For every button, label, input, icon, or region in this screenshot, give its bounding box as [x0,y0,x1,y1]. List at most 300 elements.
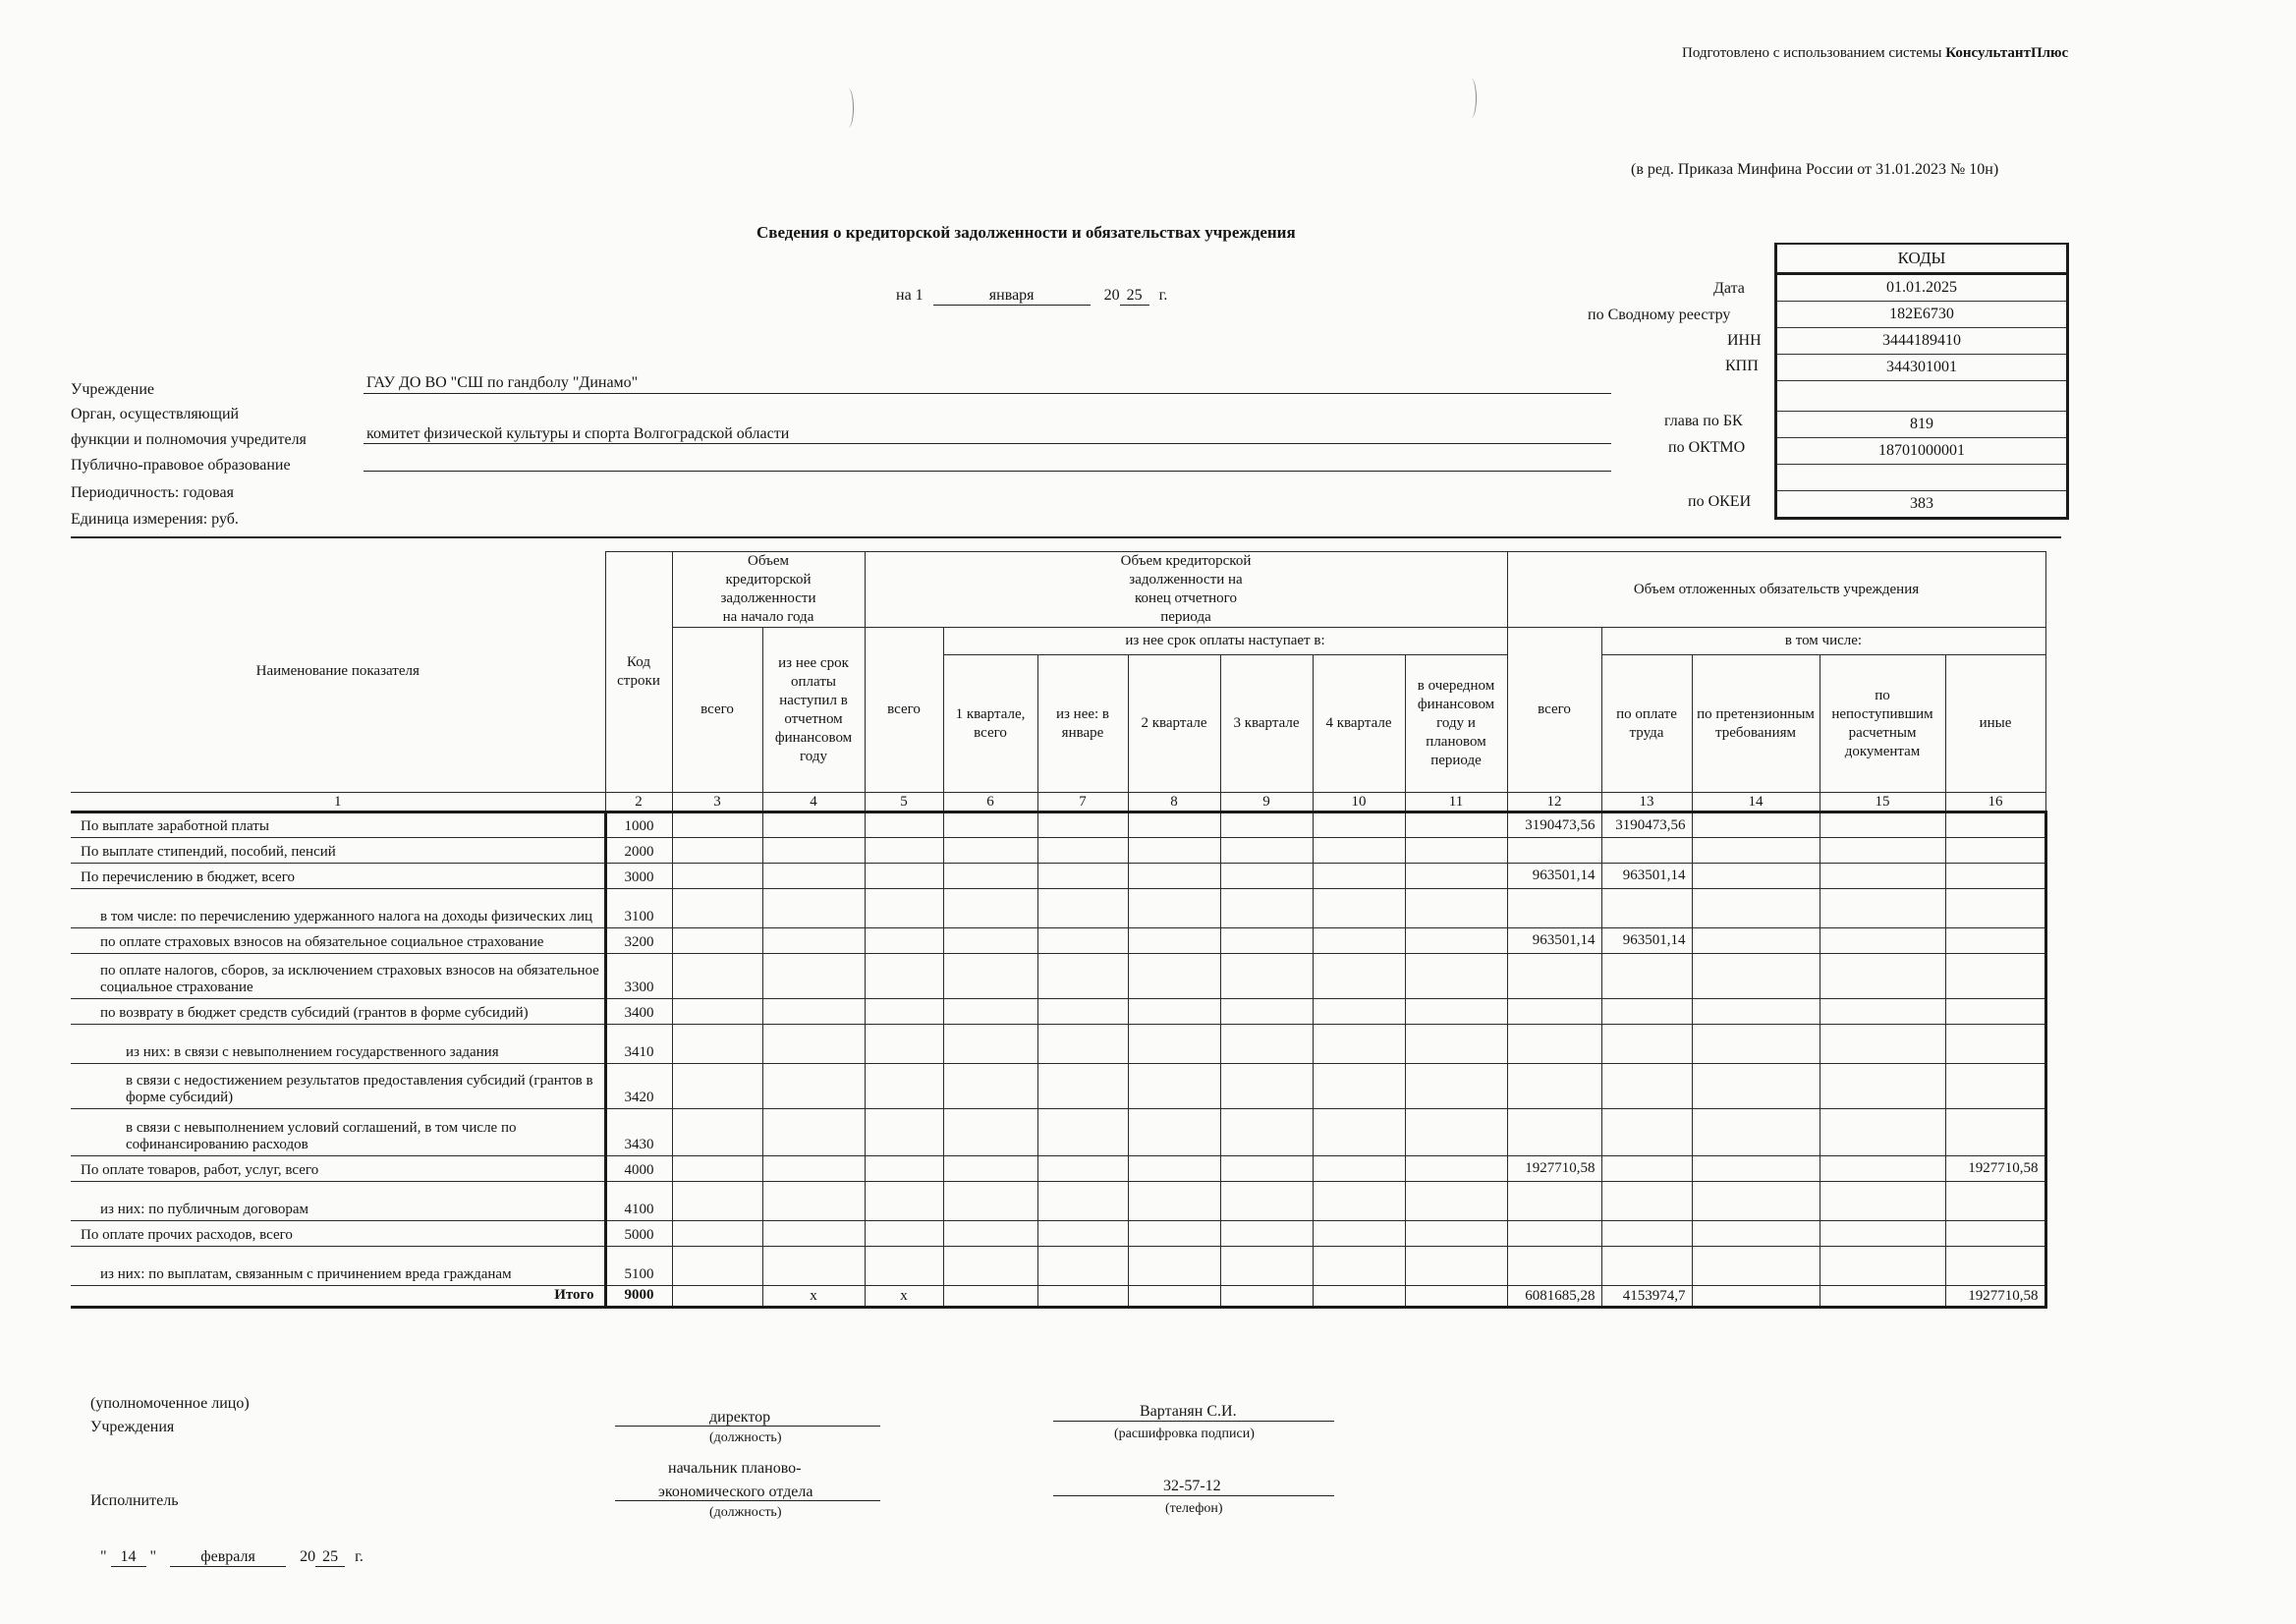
row-code: 4000 [605,1156,672,1182]
cell-c7 [1037,864,1128,889]
code-inn: 3444189410 [1777,328,2066,355]
cell-c14 [1692,812,1820,838]
cell-c11 [1405,1025,1507,1064]
cell-c9 [1220,1025,1313,1064]
prepared-text: Подготовлено с использованием системы [1682,45,1946,61]
cell-c12 [1507,1025,1601,1064]
cell-c5 [865,928,943,954]
cell-c3 [672,864,762,889]
header-end-sub: из нее срок оплаты наступает в: [943,628,1507,655]
cell-c4 [762,999,865,1025]
header-c9: 3 квартале [1220,655,1313,793]
cell-c8 [1128,864,1220,889]
cell-c15 [1820,864,1945,889]
cell-c7 [1037,889,1128,928]
executor-position-caption: (должность) [709,1505,782,1520]
institution-value: ГАУ ДО ВО "СШ по гандболу "Динамо" [366,374,639,391]
table-row [71,1025,2045,1064]
cell-c10 [1313,838,1405,864]
cell-c10 [1313,812,1405,838]
cell-c10 [1313,999,1405,1025]
cell-c7 [1037,999,1128,1025]
cell-c8 [1128,889,1220,928]
unit: Единица измерения: руб. [71,511,239,528]
cell-c5 [865,1156,943,1182]
row-code: 3400 [605,999,672,1025]
cell-c4 [762,864,865,889]
table-row [71,838,2045,864]
cell-c16 [1945,838,2045,864]
index-cell: 10 [1313,793,1405,812]
cell-c4 [762,838,865,864]
cell-c12 [1507,1109,1601,1156]
cell-c15 [1820,889,1945,928]
director-name-caption: (расшифровка подписи) [1114,1427,1255,1441]
cell-c11 [1405,838,1507,864]
cell-c12 [1507,954,1601,999]
cell-c9 [1220,812,1313,838]
cell-c16 [1945,999,2045,1025]
index-cell: 15 [1820,793,1945,812]
row-code: 3300 [605,954,672,999]
cell-c13 [1601,999,1692,1025]
header-c15: по непоступившим расчетным документам [1820,655,1945,793]
row-code: 5100 [605,1247,672,1286]
index-cell: 11 [1405,793,1507,812]
cell-c14 [1692,864,1820,889]
total-code: 9000 [605,1286,672,1308]
cell-c6 [943,1064,1037,1109]
cell-c16: 1927710,58 [1945,1156,2045,1182]
cell-c9 [1220,1221,1313,1247]
table-row [71,1156,2045,1182]
code-label-registry: по Сводному реестру [1588,307,1731,323]
codes-box [1774,243,2069,520]
executor-phone-line [1053,1495,1334,1496]
cell-c6 [943,864,1037,889]
total-c16: 1927710,58 [1945,1286,2045,1308]
cell-c3 [672,1025,762,1064]
code-okei: 383 [1910,495,1933,512]
total-row [71,1286,2045,1308]
header-c11: в очередном финансовом году и плановом периоде [1405,655,1507,793]
cell-c4 [762,1109,865,1156]
cell-c10 [1313,1025,1405,1064]
cell-c16 [1945,928,2045,954]
cell-c6 [943,1025,1037,1064]
cell-c16 [1945,1221,2045,1247]
cell-c11 [1405,1247,1507,1286]
index-cell: 5 [865,793,943,812]
cell-c11 [1405,1109,1507,1156]
code-kpp: 344301001 [1777,355,2066,381]
executor-position-line [615,1500,880,1501]
cell-c7 [1037,838,1128,864]
code-oktmo: 18701000001 [1777,438,2066,465]
total-c7 [1037,1286,1128,1308]
cell-c6 [943,999,1037,1025]
top-rule [71,536,2061,538]
cell-c8 [1128,812,1220,838]
total-c14 [1692,1286,1820,1308]
index-cell: 8 [1128,793,1220,812]
cell-c14 [1692,928,1820,954]
table-row [71,1247,2045,1286]
cell-c8 [1128,838,1220,864]
row-name: по возврату в бюджет средств субсидий (грантов в форме субсидий) [71,999,605,1025]
cell-c13 [1601,1025,1692,1064]
cell-c8 [1128,954,1220,999]
cell-c14 [1692,954,1820,999]
cell-c14 [1692,1221,1820,1247]
row-name: из них: по выплатам, связанным с причинением вреда гражданам [71,1247,605,1286]
cell-c11 [1405,954,1507,999]
index-cell: 12 [1507,793,1601,812]
cell-c15 [1820,1247,1945,1286]
cell-c7 [1037,1156,1128,1182]
row-name: по оплате страховых взносов на обязательное социальное страхование [71,928,605,954]
cell-c3 [672,812,762,838]
cell-c13 [1601,1221,1692,1247]
index-cell: 1 [71,793,605,812]
row-code: 3430 [605,1109,672,1156]
cell-c15 [1820,812,1945,838]
director-name: Вартанян С.И. [1140,1403,1237,1420]
row-code: 3420 [605,1064,672,1109]
cell-c8 [1128,999,1220,1025]
code-label-inn: ИНН [1727,332,1762,349]
cell-c8 [1128,1182,1220,1221]
codes-title: КОДЫ [1777,245,2066,275]
total-c9 [1220,1286,1313,1308]
row-code: 3200 [605,928,672,954]
cell-c13: 963501,14 [1601,864,1692,889]
cell-c14 [1692,1182,1820,1221]
total-c5: x [865,1286,943,1308]
index-cell: 7 [1037,793,1128,812]
cell-c4 [762,1221,865,1247]
header-code: Код строки [605,552,672,793]
index-cell: 4 [762,793,865,812]
cell-c6 [943,838,1037,864]
cell-c9 [1220,928,1313,954]
total-c6 [943,1286,1037,1308]
cell-c13 [1601,954,1692,999]
cell-c11 [1405,1064,1507,1109]
cell-c16 [1945,1109,2045,1156]
header-deferred-group: Объем отложенных обязательств учреждения [1507,552,2045,628]
cell-c16 [1945,1182,2045,1221]
cell-c12 [1507,999,1601,1025]
row-name: По оплате прочих расходов, всего [71,1221,605,1247]
cell-c12 [1507,1247,1601,1286]
row-code: 3100 [605,889,672,928]
periodicity: Периодичность: годовая [71,484,234,501]
cell-c3 [672,999,762,1025]
cell-c12 [1507,838,1601,864]
executor-position-2: экономического отдела [658,1484,813,1500]
executor-phone-caption: (телефон) [1165,1501,1223,1516]
director-position-caption: (должность) [709,1430,782,1445]
cell-c7 [1037,954,1128,999]
cell-c4 [762,954,865,999]
table-row [71,812,2045,838]
cell-c8 [1128,1064,1220,1109]
header-c5: всего [865,628,943,793]
row-code: 4100 [605,1182,672,1221]
cell-c14 [1692,889,1820,928]
director-name-line [1053,1421,1334,1422]
index-cell: 16 [1945,793,2045,812]
sign-date-day: 14 [111,1548,146,1567]
row-name: из них: в связи с невыполнением государственного задания [71,1025,605,1064]
cell-c5 [865,1182,943,1221]
header-c16: иные [1945,655,2045,793]
cell-c15 [1820,1182,1945,1221]
table-row [71,1221,2045,1247]
cell-c3 [672,1247,762,1286]
cell-c6 [943,1109,1037,1156]
cell-c4 [762,1025,865,1064]
cell-c14 [1692,1109,1820,1156]
total-c3 [672,1286,762,1308]
cell-c10 [1313,1221,1405,1247]
cell-c7 [1037,928,1128,954]
cell-c11 [1405,999,1507,1025]
cell-c9 [1220,838,1313,864]
cell-c10 [1313,1182,1405,1221]
row-code: 3000 [605,864,672,889]
cell-c9 [1220,1247,1313,1286]
index-row [71,793,2045,812]
sign-date-year-end: г. [355,1548,364,1565]
header-name: Наименование показателя [71,552,605,793]
founder-label-1: Орган, осуществляющий [71,406,240,422]
cell-c14 [1692,1025,1820,1064]
cell-c15 [1820,1064,1945,1109]
cell-c6 [943,889,1037,928]
sign-date-month: февраля [170,1548,286,1567]
code-label-date: Дата [1713,280,1745,297]
cell-c7 [1037,1109,1128,1156]
cell-c11 [1405,928,1507,954]
cell-c11 [1405,1156,1507,1182]
table-row [71,1064,2045,1109]
code-label-oktmo: по ОКТМО [1668,439,1746,456]
data-rows [71,812,2045,1308]
cell-c13 [1601,838,1692,864]
row-name: в том числе: по перечислению удержанного налога на доходы физических лиц [71,889,605,928]
cell-c13 [1601,1247,1692,1286]
cell-c6 [943,1182,1037,1221]
cell-c16 [1945,889,2045,928]
header-c8: 2 квартале [1128,655,1220,793]
total-c13: 4153974,7 [1601,1286,1692,1308]
header-c13: по оплате труда [1601,655,1692,793]
date-month: января [933,287,1091,306]
code-label-kpp: КПП [1725,358,1759,374]
code-label-bk: глава по БК [1664,413,1743,429]
cell-c4 [762,1247,865,1286]
cell-c4 [762,1182,865,1221]
cell-c4 [762,812,865,838]
index-cell: 3 [672,793,762,812]
scan-mark [843,88,854,128]
index-cell: 2 [605,793,672,812]
sign-date-quote-open: " [100,1548,107,1565]
table-row [71,864,2045,889]
scan-mark [1466,79,1477,118]
cell-c5 [865,889,943,928]
cell-c4 [762,928,865,954]
cell-c8 [1128,1109,1220,1156]
cell-c13 [1601,1156,1692,1182]
cell-c6 [943,928,1037,954]
cell-c9 [1220,864,1313,889]
cell-c16 [1945,954,2045,999]
cell-c10 [1313,1247,1405,1286]
cell-c15 [1820,928,1945,954]
cell-c12: 1927710,58 [1507,1156,1601,1182]
code-empty-2 [1777,465,2066,491]
cell-c16 [1945,1247,2045,1286]
cell-c16 [1945,1064,2045,1109]
header-c10: 4 квартале [1313,655,1405,793]
code-label-okei: по ОКЕИ [1688,493,1752,510]
cell-c7 [1037,1064,1128,1109]
date-on-label: на 1 [896,287,924,304]
table-row [71,889,2045,928]
row-name: по оплате налогов, сборов, за исключением страховых взносов на обязательное социальное страхование [71,954,605,999]
cell-c16 [1945,1025,2045,1064]
header-c4: из нее срок оплаты наступил в отчетном финансовом году [762,628,865,793]
cell-c9 [1220,1064,1313,1109]
director-position-line [615,1426,880,1427]
cell-c9 [1220,999,1313,1025]
cell-c6 [943,954,1037,999]
header-start-group: Объем кредиторской задолженности на начало года [672,552,865,628]
index-cell: 9 [1220,793,1313,812]
total-c11 [1405,1286,1507,1308]
cell-c13: 3190473,56 [1601,812,1692,838]
cell-c15 [1820,1025,1945,1064]
authorized-label-1: (уполномоченное лицо) [90,1395,250,1412]
institution-line [364,393,1611,394]
row-code: 5000 [605,1221,672,1247]
cell-c10 [1313,864,1405,889]
cell-c6 [943,1221,1037,1247]
cell-c7 [1037,1221,1128,1247]
authorized-label-2: Учреждения [90,1419,175,1435]
cell-c12 [1507,1064,1601,1109]
cell-c3 [672,1182,762,1221]
cell-c15 [1820,999,1945,1025]
cell-c14 [1692,1064,1820,1109]
public-entity-line [364,471,1611,472]
table-row [71,928,2045,954]
cell-c5 [865,1247,943,1286]
cell-c5 [865,838,943,864]
row-name: По выплате заработной платы [71,812,605,838]
cell-c3 [672,1156,762,1182]
cell-c4 [762,1064,865,1109]
cell-c14 [1692,838,1820,864]
cell-c11 [1405,889,1507,928]
cell-c4 [762,889,865,928]
total-c8 [1128,1286,1220,1308]
sign-date-year-suffix: 25 [315,1548,345,1567]
cell-c3 [672,889,762,928]
header-c14: по претензионным требованиям [1692,655,1820,793]
cell-c7 [1037,1182,1128,1221]
cell-c3 [672,1221,762,1247]
cell-c5 [865,864,943,889]
cell-c15 [1820,1109,1945,1156]
report-date [896,287,1167,306]
cell-c7 [1037,1025,1128,1064]
row-name: из них: по публичным договорам [71,1182,605,1221]
cell-c12: 963501,14 [1507,864,1601,889]
executor-phone: 32-57-12 [1163,1478,1221,1494]
date-year-end: г. [1158,287,1168,304]
institution-label: Учреждение [71,381,154,398]
cell-c7 [1037,1247,1128,1286]
founder-label-2: функции и полномочия учредителя [71,431,307,448]
cell-c3 [672,1064,762,1109]
row-name: По выплате стипендий, пособий, пенсий [71,838,605,864]
cell-c6 [943,1247,1037,1286]
cell-c12: 3190473,56 [1507,812,1601,838]
table-row [71,1182,2045,1221]
cell-c10 [1313,1064,1405,1109]
code-empty [1777,381,2066,412]
executor-position-1: начальник планово- [668,1460,802,1477]
cell-c5 [865,812,943,838]
total-c10 [1313,1286,1405,1308]
cell-c15 [1820,1156,1945,1182]
cell-c14 [1692,1156,1820,1182]
cell-c5 [865,999,943,1025]
cell-c6 [943,1156,1037,1182]
cell-c12 [1507,1182,1601,1221]
edition-note: (в ред. Приказа Минфина России от 31.01.2023 № 10н) [1631,161,1999,178]
cell-c12: 963501,14 [1507,928,1601,954]
header-end-group: Объем кредиторской задолженности на конец отчетного периода [865,552,1507,628]
row-name: По перечислению в бюджет, всего [71,864,605,889]
header-c12: всего [1507,628,1601,793]
cell-c11 [1405,1182,1507,1221]
cell-c11 [1405,812,1507,838]
total-label: Итого [71,1286,605,1308]
cell-c5 [865,1064,943,1109]
sign-date-quote-close: " [149,1548,157,1565]
row-code: 3410 [605,1025,672,1064]
code-bk: 819 [1777,412,2066,438]
cell-c8 [1128,928,1220,954]
code-date: 01.01.2025 [1777,275,2066,302]
cell-c15 [1820,838,1945,864]
total-c15 [1820,1286,1945,1308]
row-code: 2000 [605,838,672,864]
index-cell: 6 [943,793,1037,812]
row-code: 1000 [605,812,672,838]
date-year-suffix: 25 [1120,287,1149,306]
cell-c8 [1128,1221,1220,1247]
cell-c5 [865,954,943,999]
total-c4: x [762,1286,865,1308]
cell-c15 [1820,1221,1945,1247]
cell-c4 [762,1156,865,1182]
